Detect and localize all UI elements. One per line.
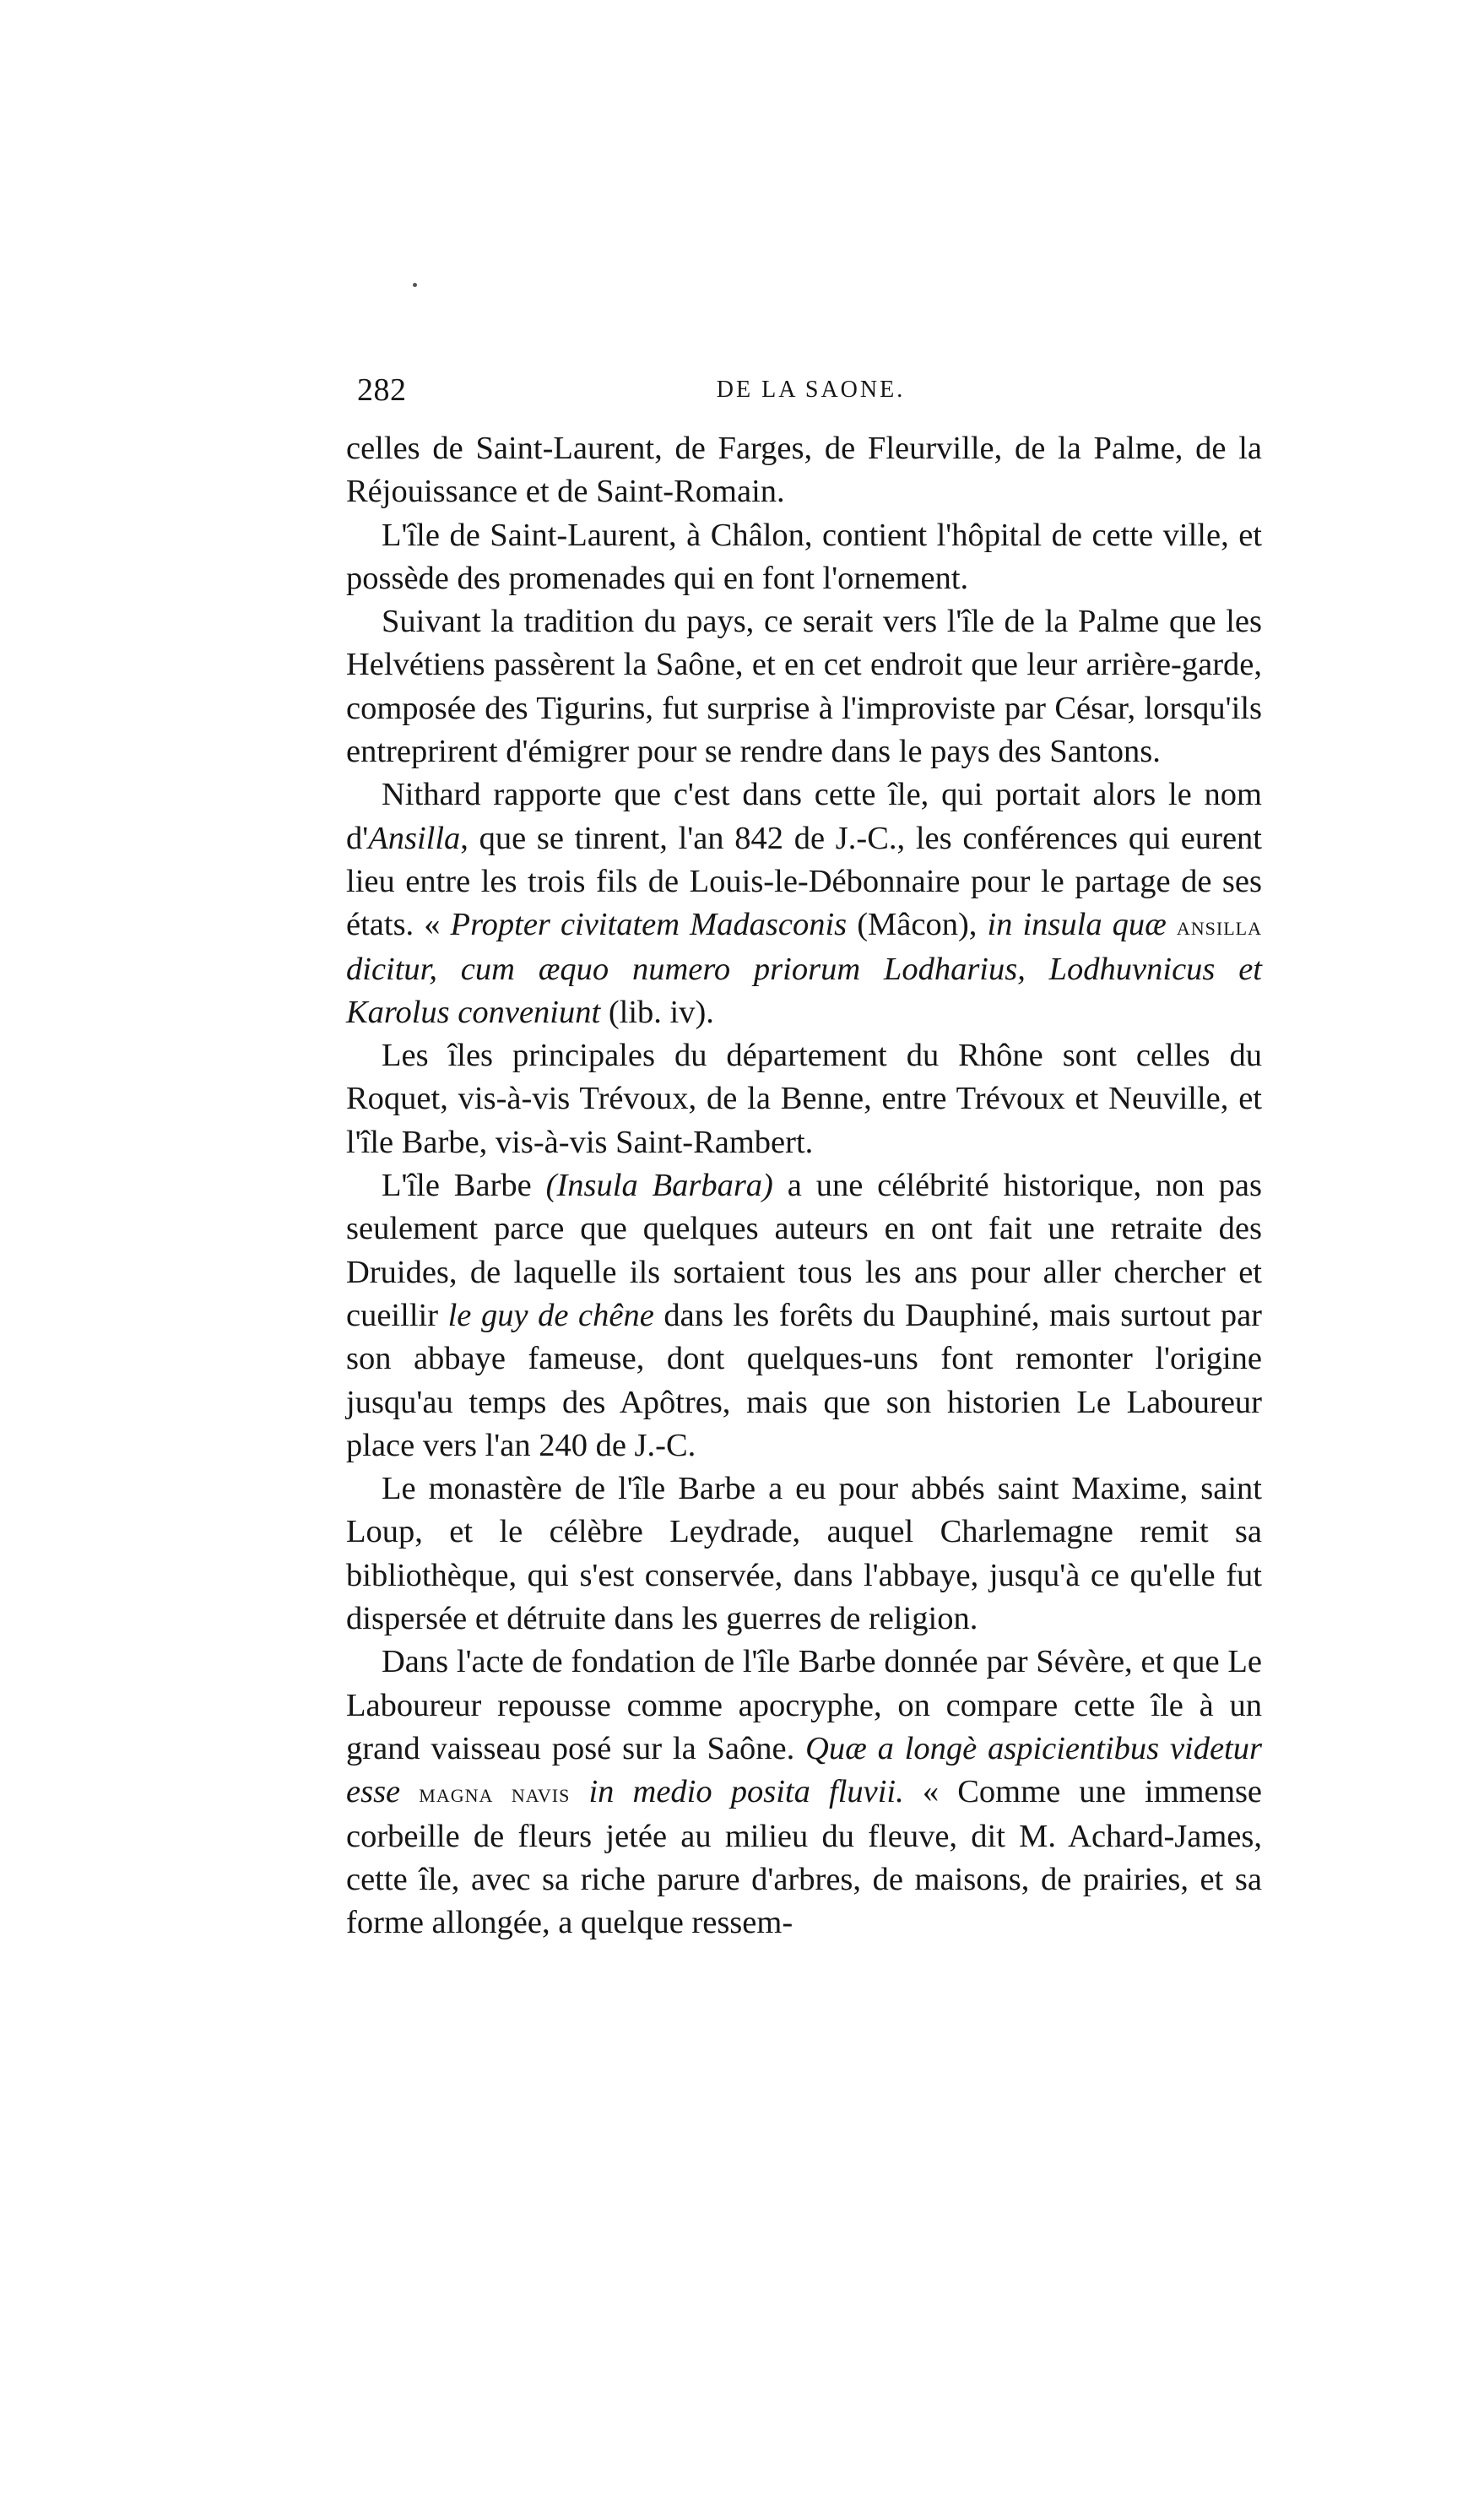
p8-smallcaps-magna-navis: magna navis	[419, 1777, 571, 1809]
paragraph-5: Les îles principales du département du Rhône sont celles du Roquet, vis-à-vis Trévoux, de la Benne, entre Trévoux et Neuville, et l'île Barbe, vis-à-vis Saint-Rambert.	[346, 1038, 1262, 1160]
p4-text-2: , que se tinrent, l'an 842 de J.-C., les conférences qui eurent lieu entre les trois fils de Louis-le-Débonnaire pour le partage de ses états. «	[346, 820, 1262, 943]
p8-italic-latin-1: Quæ a longè aspicientibus videtur esse	[346, 1730, 1262, 1810]
p8-text-1: Dans l'acte de fondation de l'île Barbe donnée par Sévère, et que Le Laboureur repousse comme apocryphe, on compare cette île à un grand vaisseau posé sur la Saône.	[346, 1644, 1262, 1766]
p4-smallcaps-ansilla: ansilla	[1176, 910, 1262, 941]
p6-text-1: L'île Barbe	[382, 1168, 546, 1204]
paragraph-1: celles de Saint-Laurent, de Farges, de Fleurville, de la Palme, de la Réjouissance et de Saint-Romain.	[346, 431, 1262, 510]
paragraph-4	[346, 773, 1262, 1034]
p4-text-3: (Mâcon),	[847, 907, 988, 943]
p6-italic-insula-barbara: (Insula Barbara)	[545, 1168, 773, 1204]
p4-italic-latin-3: dicitur, cum æquo numero priorum Lodharius, Lodhuvnicus et Karolus conveniunt	[346, 951, 1262, 1030]
p8-italic-latin-2: in medio posita fluvii.	[588, 1774, 904, 1810]
paragraph-8	[346, 1641, 1262, 1945]
p4-italic-latin-2: in insula quæ	[987, 907, 1167, 943]
body-text	[346, 427, 1262, 1945]
scan-speck	[413, 283, 417, 287]
paragraph-7: Le monastère de l'île Barbe a eu pour abbés saint Maxime, saint Loup, et le célèbre Leydrade, auquel Charlemagne remit sa bibliothèque, qui s'est conservée, dans l'abbaye, jusqu'à ce qu'elle fut dispersée et détruite dans les guerres de religion.	[346, 1471, 1262, 1637]
p4-text-4: (lib. iv).	[600, 994, 714, 1030]
p6-text-2: a une célébrité historique, non pas seulement parce que quelques auteurs en ont fait une retraite des Druides, de laquelle ils sortaient tous les ans pour aller chercher et cueillir	[346, 1168, 1262, 1333]
paragraph-6	[346, 1164, 1262, 1467]
running-head: DE LA SAONE.	[716, 377, 906, 403]
page-number: 282	[357, 372, 407, 408]
p6-text-3: dans les forêts du Dauphiné, mais surtout par son abbaye fameuse, dont quelques-uns font remonter l'origine jusqu'au temps des Apôtres, mais que son historien Le Laboureur place vers l'an 240 de J.-C.	[346, 1297, 1262, 1463]
p6-italic-guy: le guy de chêne	[447, 1297, 654, 1333]
paragraph-3: Suivant la tradition du pays, ce serait vers l'île de la Palme que les Helvétiens passèrent la Saône, et en cet endroit que leur arrière-garde, composée des Tigurins, fut surprise à l'improviste par César, lorsqu'ils entreprirent d'émigrer pour se rendre dans le pays des Santons.	[346, 604, 1262, 770]
p4-text-1: Nithard rapporte que c'est dans cette île, qui portait alors le nom d'	[346, 777, 1262, 856]
p8-text-2: « Comme une immense corbeille de fleurs jetée au milieu du fleuve, dit M. Achard-James, cette île, avec sa riche parure d'arbres, de maisons, de prairies, et sa forme allongée, a quelque ressem-	[346, 1774, 1263, 1941]
paragraph-2: L'île de Saint-Laurent, à Châlon, contient l'hôpital de cette ville, et possède des promenades qui en font l'ornement.	[346, 517, 1262, 596]
p4-italic-ansilla: Ansilla	[368, 820, 461, 856]
page-header	[357, 372, 1265, 422]
p4-italic-latin-1: Propter civitatem Madasconis	[450, 907, 848, 943]
